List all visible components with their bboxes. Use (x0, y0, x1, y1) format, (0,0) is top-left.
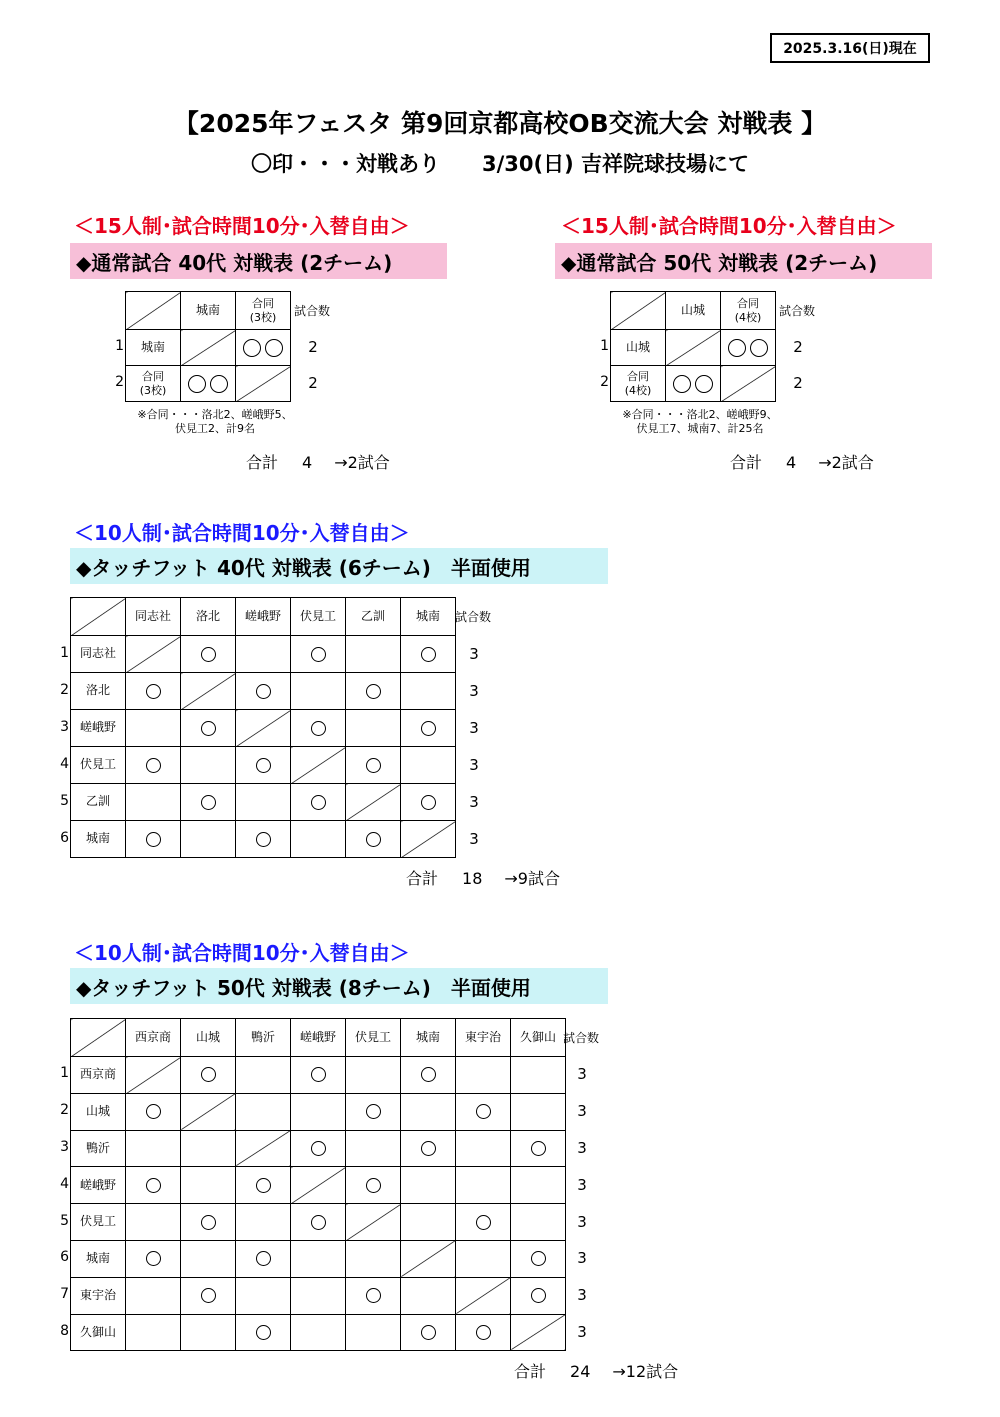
game-count: 3 (469, 755, 479, 774)
match-cell (511, 1057, 566, 1094)
column-team-header: 伏見工 (291, 598, 346, 636)
match-cell (346, 1130, 401, 1167)
match-mark-icon (476, 1104, 491, 1119)
match-cell (181, 366, 236, 402)
column-team-header: 合同 (4校) (721, 292, 776, 330)
match-cell (126, 821, 181, 858)
game-count: 3 (577, 1065, 587, 1084)
row-number: 1 (600, 338, 609, 354)
match-cell (181, 1167, 236, 1204)
self-cell (666, 330, 721, 366)
game-count-header: 試合数 (294, 304, 331, 318)
rule-line: ＜10人制･試合時間10分･入替自由＞ (74, 941, 410, 965)
match-cell (236, 1167, 291, 1204)
match-mark-icon (201, 1288, 216, 1303)
match-cell (401, 636, 456, 673)
match-mark-icon (201, 795, 216, 810)
total-value: 4 (302, 453, 313, 472)
match-cell (236, 1240, 291, 1277)
match-mark-icon (210, 375, 228, 393)
row-team-header: 乙訓 (71, 784, 126, 821)
section-heading: ◆通常試合 40代 対戦表 (2チーム) (70, 243, 447, 279)
match-cell (181, 784, 236, 821)
game-count: 2 (308, 338, 318, 356)
match-table (55, 597, 495, 857)
game-count: 3 (577, 1286, 587, 1305)
match-cell (401, 1204, 456, 1241)
table-row (71, 1277, 566, 1314)
match-cell (181, 1204, 236, 1241)
match-cell (401, 1057, 456, 1094)
total-value: 24 (570, 1362, 591, 1381)
match-cell (291, 821, 346, 858)
row-team-header: 西京商 (71, 1057, 126, 1094)
game-count: 2 (793, 374, 803, 392)
match-mark-icon (421, 647, 436, 662)
row-number: 4 (60, 1175, 69, 1192)
match-cell (346, 747, 401, 784)
row-number: 2 (600, 374, 609, 390)
total-label: 合計 (246, 453, 279, 472)
match-cell (456, 1130, 511, 1167)
row-number: 3 (60, 1139, 69, 1155)
page-subtitle: 〇印・・・対戦あり 3/30(日) 吉祥院球技場にて (250, 152, 749, 176)
match-mark-icon (311, 795, 326, 810)
match-mark-icon (311, 721, 326, 736)
match-cell (346, 1167, 401, 1204)
match-cell (401, 710, 456, 747)
column-team-header: 久御山 (511, 1019, 566, 1057)
match-cell (236, 330, 291, 366)
game-count: 3 (577, 1249, 587, 1268)
column-team-header: 山城 (666, 292, 721, 330)
row-number: 8 (60, 1323, 69, 1339)
match-mark-icon (421, 721, 436, 736)
match-cell (291, 1204, 346, 1241)
match-mark-icon (366, 1104, 381, 1119)
table-row (71, 1093, 566, 1130)
match-cell (511, 1093, 566, 1130)
match-grid (70, 1018, 566, 1351)
column-team-header: 城南 (181, 292, 236, 330)
match-mark-icon (311, 1141, 326, 1156)
table-row (71, 1204, 566, 1241)
match-table (595, 291, 819, 401)
match-mark-icon (201, 721, 216, 736)
match-cell (181, 747, 236, 784)
match-cell (126, 1130, 181, 1167)
row-team-header: 合同 (3校) (126, 366, 181, 402)
match-cell (511, 1130, 566, 1167)
table-row (71, 673, 456, 710)
game-count: 3 (469, 681, 479, 700)
match-grid (70, 597, 456, 858)
match-cell (236, 1314, 291, 1351)
match-cell (456, 1204, 511, 1241)
match-cell (511, 1277, 566, 1314)
match-mark-icon (421, 1141, 436, 1156)
match-mark-icon (146, 832, 161, 847)
match-cell (456, 1314, 511, 1351)
total-value: 18 (462, 869, 483, 888)
match-cell (291, 1093, 346, 1130)
total-games: →2試合 (818, 453, 874, 472)
match-mark-icon (146, 1251, 161, 1266)
match-cell (181, 1240, 236, 1277)
column-team-header: 嵯峨野 (236, 598, 291, 636)
self-cell (401, 821, 456, 858)
match-mark-icon (256, 1325, 271, 1340)
match-mark-icon (146, 758, 161, 773)
match-cell (456, 1057, 511, 1094)
row-team-header: 城南 (71, 1240, 126, 1277)
section-heading: ◆通常試合 50代 対戦表 (2チーム) (555, 243, 932, 279)
table-row (71, 1314, 566, 1351)
column-team-header: 鴨沂 (236, 1019, 291, 1057)
game-count: 3 (577, 1212, 587, 1231)
column-team-header: 山城 (181, 1019, 236, 1057)
match-cell (721, 330, 776, 366)
match-cell (346, 1093, 401, 1130)
match-table (55, 1018, 603, 1350)
column-team-header: 洛北 (181, 598, 236, 636)
match-cell (291, 1240, 346, 1277)
row-number: 2 (60, 1102, 69, 1119)
match-mark-icon (201, 1215, 216, 1230)
table-row (126, 330, 291, 366)
self-cell (401, 1240, 456, 1277)
match-mark-icon (750, 339, 768, 357)
self-cell (236, 1130, 291, 1167)
row-team-header: 同志社 (71, 636, 126, 673)
total-line (406, 866, 560, 889)
table-row (71, 1130, 566, 1167)
match-mark-icon (366, 758, 381, 773)
joint-team-note: ※合同・・・洛北2、嵯峨野5、 伏見工2、計9名 (137, 408, 293, 435)
table-row (126, 366, 291, 402)
row-number: 4 (60, 755, 69, 772)
column-team-header: 乙訓 (346, 598, 401, 636)
match-mark-icon (366, 1178, 381, 1193)
self-cell (181, 330, 236, 366)
match-mark-icon (146, 1104, 161, 1119)
match-cell (236, 1057, 291, 1094)
match-cell (236, 821, 291, 858)
match-mark-icon (256, 832, 271, 847)
match-cell (291, 1130, 346, 1167)
table-row (71, 1240, 566, 1277)
self-cell (511, 1314, 566, 1351)
table-row (71, 710, 456, 747)
match-cell (401, 1130, 456, 1167)
self-cell (291, 747, 346, 784)
column-team-header: 同志社 (126, 598, 181, 636)
match-cell (126, 1240, 181, 1277)
row-team-header: 山城 (611, 330, 666, 366)
row-number: 3 (60, 718, 69, 735)
row-number: 1 (115, 338, 124, 354)
self-cell (346, 1204, 401, 1241)
table-row (71, 1057, 566, 1094)
match-mark-icon (256, 758, 271, 773)
match-cell (181, 821, 236, 858)
match-mark-icon (531, 1288, 546, 1303)
row-number: 6 (60, 1249, 69, 1266)
column-team-header: 合同 (3校) (236, 292, 291, 330)
row-number: 6 (60, 829, 69, 846)
match-mark-icon (256, 1251, 271, 1266)
total-label: 合計 (514, 1362, 547, 1381)
game-count: 3 (577, 1102, 587, 1121)
match-cell (401, 1314, 456, 1351)
match-cell (291, 710, 346, 747)
match-mark-icon (311, 1067, 326, 1082)
match-cell (126, 673, 181, 710)
match-mark-icon (695, 375, 713, 393)
game-count: 3 (469, 829, 479, 848)
column-team-header: 城南 (401, 1019, 456, 1057)
match-cell (346, 821, 401, 858)
match-mark-icon (421, 1067, 436, 1082)
match-cell (456, 1093, 511, 1130)
table-row (611, 366, 776, 402)
match-cell (401, 1093, 456, 1130)
match-cell (401, 1277, 456, 1314)
match-cell (291, 1314, 346, 1351)
match-cell (511, 1167, 566, 1204)
self-cell (236, 710, 291, 747)
row-number: 5 (60, 1212, 69, 1229)
match-cell (291, 1277, 346, 1314)
row-number: 5 (60, 792, 69, 809)
page-title: 【2025年フェスタ 第9回京都高校OB交流大会 対戦表 】 (173, 109, 827, 138)
corner-cell (126, 292, 181, 330)
match-mark-icon (256, 684, 271, 699)
match-mark-icon (311, 647, 326, 662)
match-cell (236, 784, 291, 821)
row-team-header: 東宇治 (71, 1277, 126, 1314)
game-count: 2 (308, 374, 318, 392)
match-mark-icon (531, 1141, 546, 1156)
match-cell (236, 747, 291, 784)
table-row (71, 747, 456, 784)
row-team-header: 鴨沂 (71, 1130, 126, 1167)
row-team-header: 久御山 (71, 1314, 126, 1351)
corner-cell (71, 1019, 126, 1057)
match-cell (401, 784, 456, 821)
match-cell (291, 673, 346, 710)
match-cell (291, 636, 346, 673)
match-cell (126, 710, 181, 747)
column-team-header: 城南 (401, 598, 456, 636)
rule-line: ＜15人制･試合時間10分･入替自由＞ (561, 214, 897, 238)
table-row (71, 821, 456, 858)
rule-line: ＜15人制･試合時間10分･入替自由＞ (74, 214, 410, 238)
column-team-header: 東宇治 (456, 1019, 511, 1057)
total-line (246, 450, 390, 473)
game-count: 3 (577, 1139, 587, 1157)
match-mark-icon (366, 684, 381, 699)
match-table (110, 291, 334, 401)
game-count: 3 (469, 718, 479, 737)
section-heading: ◆タッチフット 40代 対戦表 (6チーム) 半面使用 (70, 548, 608, 584)
self-cell (181, 1093, 236, 1130)
match-mark-icon (188, 375, 206, 393)
row-team-header: 城南 (71, 821, 126, 858)
match-cell (346, 673, 401, 710)
match-cell (291, 784, 346, 821)
match-cell (126, 1167, 181, 1204)
row-number: 1 (60, 644, 69, 661)
match-cell (181, 1130, 236, 1167)
match-cell (236, 673, 291, 710)
corner-cell (71, 598, 126, 636)
match-mark-icon (201, 1067, 216, 1082)
match-cell (181, 1057, 236, 1094)
match-mark-icon (531, 1251, 546, 1266)
match-cell (291, 1057, 346, 1094)
match-cell (236, 1204, 291, 1241)
table-row (71, 784, 456, 821)
game-count: 3 (469, 644, 479, 663)
match-mark-icon (421, 795, 436, 810)
game-count-header: 試合数 (455, 610, 492, 624)
row-number: 1 (60, 1065, 69, 1082)
match-cell (401, 747, 456, 784)
corner-cell (611, 292, 666, 330)
match-mark-icon (265, 339, 283, 357)
match-cell (346, 1057, 401, 1094)
match-cell (126, 1314, 181, 1351)
self-cell (236, 366, 291, 402)
match-mark-icon (366, 832, 381, 847)
match-cell (456, 1167, 511, 1204)
match-mark-icon (256, 1178, 271, 1193)
row-number: 2 (115, 374, 124, 390)
match-cell (126, 1277, 181, 1314)
self-cell (126, 636, 181, 673)
total-line (730, 450, 874, 473)
match-cell (126, 1204, 181, 1241)
match-mark-icon (728, 339, 746, 357)
self-cell (456, 1277, 511, 1314)
match-cell (346, 1240, 401, 1277)
self-cell (181, 673, 236, 710)
as-of-date: 2025.3.16(日)現在 (770, 33, 930, 63)
match-cell (126, 784, 181, 821)
match-cell (346, 710, 401, 747)
match-cell (511, 1240, 566, 1277)
match-cell (456, 1240, 511, 1277)
row-team-header: 嵯峨野 (71, 710, 126, 747)
game-count: 2 (793, 338, 803, 356)
game-count-header: 試合数 (563, 1031, 600, 1045)
match-cell (346, 1277, 401, 1314)
match-mark-icon (146, 1178, 161, 1193)
row-number: 2 (60, 681, 69, 698)
match-cell (346, 636, 401, 673)
row-team-header: 合同 (4校) (611, 366, 666, 402)
match-grid (125, 291, 291, 402)
total-games: →12試合 (612, 1362, 679, 1381)
total-line (514, 1359, 678, 1382)
row-team-header: 伏見工 (71, 747, 126, 784)
table-row (611, 330, 776, 366)
match-mark-icon (243, 339, 261, 357)
total-label: 合計 (730, 453, 763, 472)
row-team-header: 山城 (71, 1093, 126, 1130)
match-grid (610, 291, 776, 402)
self-cell (346, 784, 401, 821)
match-mark-icon (476, 1325, 491, 1340)
match-cell (666, 366, 721, 402)
section-heading: ◆タッチフット 50代 対戦表 (8チーム) 半面使用 (70, 968, 608, 1004)
match-cell (181, 1277, 236, 1314)
match-mark-icon (146, 684, 161, 699)
row-team-header: 嵯峨野 (71, 1167, 126, 1204)
self-cell (721, 366, 776, 402)
match-mark-icon (673, 375, 691, 393)
match-mark-icon (201, 647, 216, 662)
game-count: 3 (577, 1175, 587, 1194)
rule-line: ＜10人制･試合時間10分･入替自由＞ (74, 521, 410, 545)
row-team-header: 伏見工 (71, 1204, 126, 1241)
match-cell (181, 710, 236, 747)
total-games: →9試合 (504, 869, 560, 888)
match-cell (401, 673, 456, 710)
self-cell (126, 1057, 181, 1094)
column-team-header: 嵯峨野 (291, 1019, 346, 1057)
match-cell (236, 1093, 291, 1130)
match-cell (126, 1093, 181, 1130)
table-row (71, 636, 456, 673)
match-cell (236, 1277, 291, 1314)
match-cell (181, 636, 236, 673)
joint-team-note: ※合同・・・洛北2、嵯峨野9、 伏見工7、城南7、計25名 (622, 408, 778, 435)
total-label: 合計 (406, 869, 439, 888)
column-team-header: 伏見工 (346, 1019, 401, 1057)
match-mark-icon (366, 1288, 381, 1303)
match-cell (236, 636, 291, 673)
match-mark-icon (476, 1215, 491, 1230)
total-games: →2試合 (334, 453, 390, 472)
match-cell (126, 747, 181, 784)
row-team-header: 城南 (126, 330, 181, 366)
row-team-header: 洛北 (71, 673, 126, 710)
game-count-header: 試合数 (779, 304, 816, 318)
match-cell (346, 1314, 401, 1351)
table-row (71, 1167, 566, 1204)
match-cell (181, 1314, 236, 1351)
match-cell (401, 1167, 456, 1204)
total-value: 4 (786, 453, 797, 472)
self-cell (291, 1167, 346, 1204)
column-team-header: 西京商 (126, 1019, 181, 1057)
row-number: 7 (60, 1286, 69, 1303)
game-count: 3 (577, 1323, 587, 1341)
match-mark-icon (311, 1215, 326, 1230)
game-count: 3 (469, 792, 479, 811)
match-cell (511, 1204, 566, 1241)
match-mark-icon (421, 1325, 436, 1340)
